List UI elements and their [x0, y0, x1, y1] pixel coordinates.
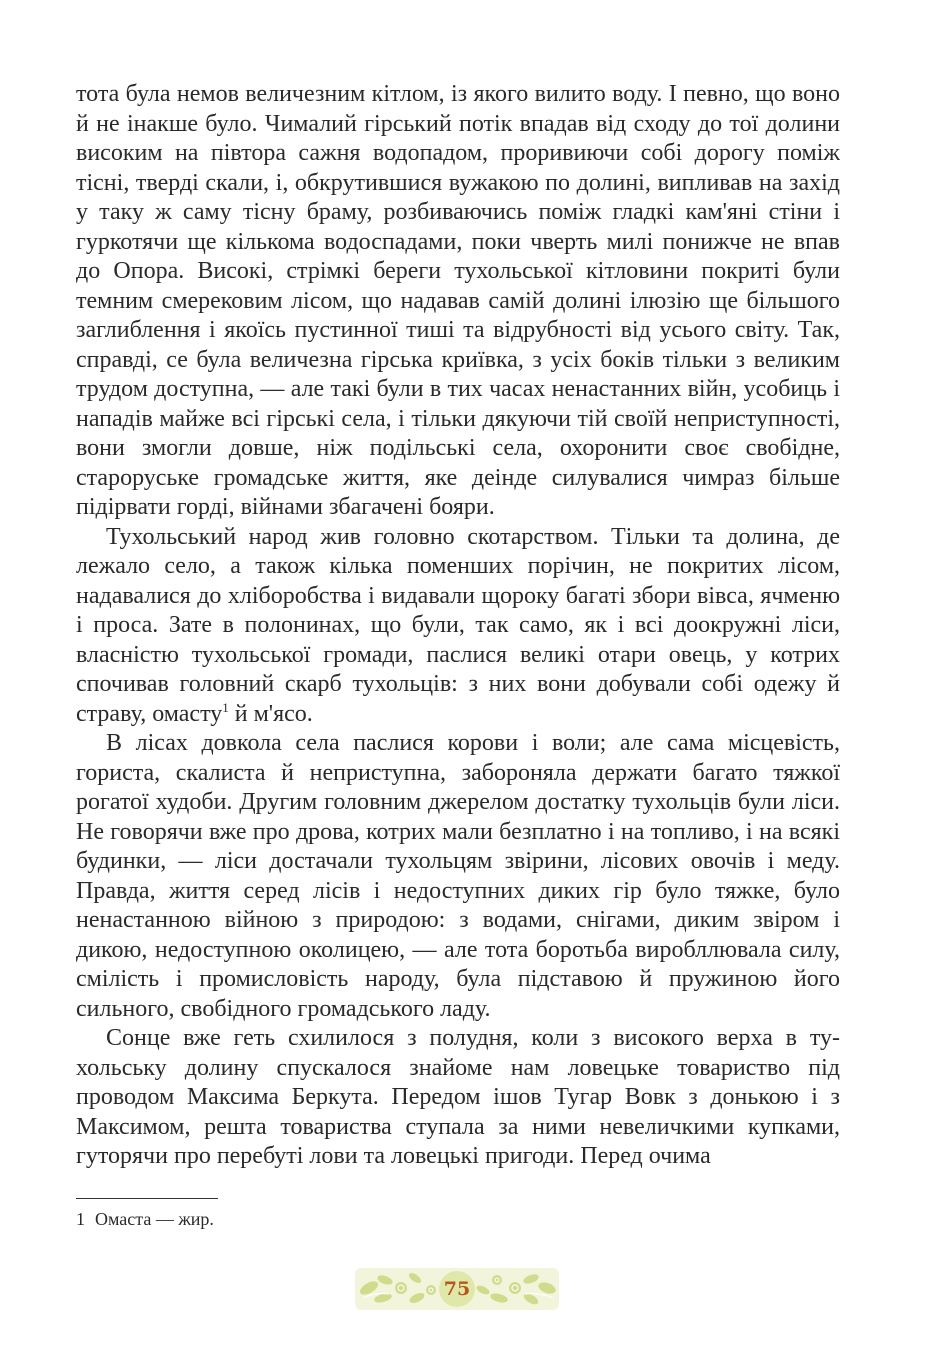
main-text: [76, 80, 840, 1172]
page-footer: [355, 1268, 559, 1310]
paragraph-2: [76, 523, 840, 730]
paragraph-4: Сонце вже геть схилилося з полудня, коли з високого верха в тухольську долину спускалося знайоме нам ловецьке товариство під проводом Максима Беркута. Передом ішов Тугар Вовк з донькою і з Максимом, решта товариства ступала за ними невеличкими купками, гуторячи про перебуті лови та ловецькі пригоди. Перед очима: [76, 1025, 840, 1169]
footnote-reference[interactable]: 1: [222, 699, 229, 715]
footnote-text: Омаста — жир.: [95, 1209, 214, 1229]
paragraph-2-text: Тухольський народ жив головно скотарством. Тільки та долина, де лежало село, а також кілька поменших порічин, не покритих лісом, надавалися до хліборобства і видавали щороку багаті збори вівса, ячменю і проса. Зате в полонинах, що були, так само, як і всі доокружні ліси, власністю тухольської громади, паслися великі отари овець, у котрих спочивав головний скарб тухольців: з них вони добували собі одежу й страву, омасту: [76, 523, 840, 727]
footnote-number: 1: [76, 1209, 85, 1229]
footnote: [76, 1208, 214, 1230]
page-number: 75: [443, 1278, 471, 1300]
paragraph-1: тота була немов величезним кітлом, із якого вилито воду. І певно, що воно й не інакше було. Чималий гірський потік впадав від сходу до тої долини високим на півтора сажня водопадом, проривиючи собі дорогу поміж тісні, тверді скали, і, обкрутившися вужакою по долині, випливав на захід у таку ж саму тісну браму, розбиваючись поміж гладкі кам'яні стіни і гуркотячи ще кількома водоспадами, поки чверть милі понижче не впав до Опора. Високі, стрімкі береги тухольської кітловини покриті були темним смерековим лісом, що надавав самій долині ілюзію ще більшого заглиблення і якоїсь пустинної тиші та відрубності від усього світу. Так, справді, се була величезна гірська криївка, з усіх боків тільки з великим трудом доступна, — але такі були в тих часах ненастанних війн, усобиць і нападів майже всі гірські села, і тільки дякуючи тій своїй неприступності, вони змогли довше, ніж подільські села, охоронити своє свобідне, староруське громадське життя, яке деінде силувалися чимраз більше підірвати горді, війнами збагачені бояри.: [76, 81, 840, 520]
paragraph-2-text-end: й м'ясо.: [228, 700, 313, 727]
paragraph-3: В лісах довкола села паслися корови і воли; але сама місцевість, гориста, скалиста й неприступна, забороняла держати багато тяжкої рогатої худоби. Другим головним джерелом достатку тухольців були ліси. Не говорячи вже про дрова, котрих мали безплатно і на топливо, і на всякі будинки, — ліси достачали тухольцям звірини, лісових овочів і меду. Правда, життя серед лісів і недоступних диких гір було тяжке, було ненастанною війною з природою: з водами, снігами, диким звіром і дикою, недоступною околицею, — але тота боротьба виробллювала силу, смілість і промисловість народу, була підставою й пружиною його сильного, свобідного громадського ладу.: [76, 730, 840, 1022]
footnote-divider: [76, 1198, 218, 1199]
